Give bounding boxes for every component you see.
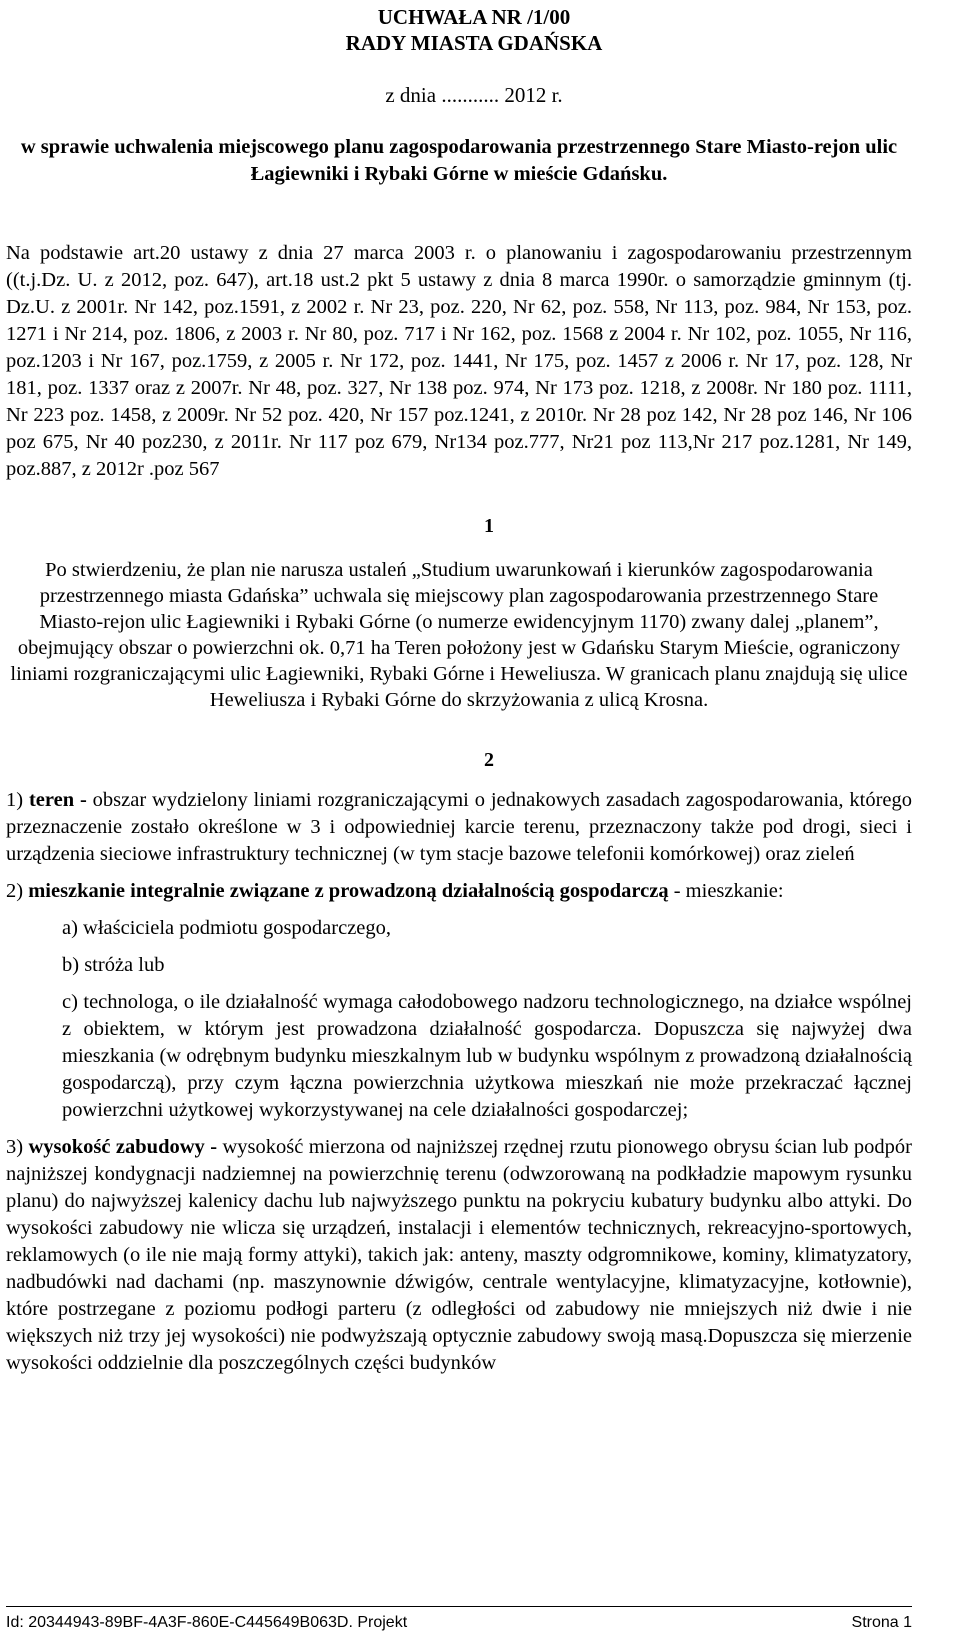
definition-3-text: wysokość mierzona od najniższej rzędnej rzutu pionowego obrysu ścian lub podpór najniższej kondygnacji nadziemnej na powierzchnię terenu (odwzorowaną na podkładzie mapowym rysunku planu) do najwyższej kalenicy dachu lub najwyższego punktu na pokryciu kubatury budynku albo attyki. Do wysokości zabudowy nie wlicza się urządzeń, instalacji i elementów technicznych, rekreacyjno-sportowych, reklamowych (o ile nie mają formy attyki), takich jak: anteny, maszty odgromnikowe, kominy, klimatyzatory, nadbudówki nad dachami (np. maszynownie dźwigów, centrale wentylacyjne, klimatyzacyjne, kotłownie), które postrzegane z poziomu podłogi parteru (z odległości od zabudowy nie mniejszych niż dwie i nie większych niż trzy jej wysokości) nie podwyższają optycznie zabudowy swoją masą.Dopuszcza się mierzenie wysokości oddzielnie dla poszczególnych części budynków [6, 1136, 912, 1374]
definition-2-text: - mieszkanie: [668, 880, 784, 902]
definition-3 [6, 1134, 912, 1377]
document-id: Id: 20344943-89BF-4A3F-860E-C445649B063D. Projekt [6, 1614, 408, 1631]
list-item: c) technologa, o ile działalność wymaga całodobowego nadzoru technologicznego, na działce wspólnej z obiektem, w którym jest prowadzona działalność gospodarcza. Dopuszcza się najwyżej dwa mieszkania (w odrębnym budynku mieszkalnym lub w budynku wspólnym z prowadzoną działalnością gospodarczą), przy czym łączna powierzchnia użytkowa mieszkań nie może przekraczać łącznej powierzchni użytkowej wykorzystywanej na cele działalności gospodarczej; [62, 991, 912, 1121]
definition-1 [6, 787, 912, 868]
list-item: a) właściciela podmiotu gospodarczego, [62, 917, 392, 939]
section-2-number: 2 [484, 749, 494, 771]
definition-1-term: teren - [28, 789, 87, 811]
title-line-council: RADY MIASTA GDAŃSKA [345, 31, 603, 55]
definition-1-prefix: 1) [6, 789, 29, 811]
definition-2-term: mieszkanie integralnie związane z prowadzoną działalnością gospodarczą [28, 880, 669, 902]
page-number: Strona 1 [851, 1614, 912, 1631]
section-2-heading [66, 747, 912, 773]
section-1-number: 1 [484, 515, 494, 537]
definition-2-sublist [62, 915, 912, 1124]
section-1-text: Po stwierdzeniu, że plan nie narusza ustaleń „Studium uwarunkowań i kierunków zagospodarowania przestrzennego miasta Gdańska” uchwala się miejscowy plan zagospodarowania przestrzennego Stare Miasto-rejon ulic Łagiewniki i Rybaki Górne (o numerze ewidencyjnym 1170) zwany dalej „planem”, obejmujący obszar o powierzchni ok. 0,71 ha Teren położony jest w Gdańsku Starym Mieście, ograniczony liniami rozgraniczającymi ulic Łagiewniki, Rybaki Górne i Heweliusza. W granicach planu znajdują się ulice Heweliusza i Rybaki Górne do skrzyżowania z ulicą Krosna. [10, 559, 908, 711]
legal-basis: Na podstawie art.20 ustawy z dnia 27 marca 2003 r. o planowaniu i zagospodarowaniu przestrzennym ((t.j.Dz. U. z 2012, poz. 647), art.18 ust.2 pkt 5 ustawy z dnia 8 marca 1990r. o samorządzie gminnym (tj. Dz.U. z 2001r. Nr 142, poz.1591, z 2002 r. Nr 23, poz. 220, Nr 62, poz. 558, Nr 113, poz. 984, Nr 153, poz. 1271 i Nr 214, poz. 1806, z 2003 r. Nr 80, poz. 717 i Nr 162, poz. 1568 z 2004 r. Nr 102, poz. 1055, Nr 116, poz.1203 i Nr 167, poz.1759, z 2005 r. Nr 172, poz. 1441, Nr 175, poz. 1457 z 2006 r. Nr 17, poz. 128, Nr 181, poz. 1337 oraz z 2007r. Nr 48, poz. 327, Nr 138 poz. 974, Nr 173 poz. 1218, z 2008r. Nr 180 poz. 1111, Nr 223 poz. 1458, z 2009r. Nr 52 poz. 420, Nr 157 poz.1241, z 2010r. Nr 28 poz 142, Nr 28 poz 146, Nr 106 poz 675, Nr 40 poz230, z 2011r. Nr 117 poz 679, Nr134 poz.777, Nr21 poz 113,Nr 217 poz.1281, Nr 149, poz.887, z 2012r .poz 567 [6, 242, 912, 480]
section-1-heading [66, 513, 912, 539]
title-line-number: UCHWAŁA NR /1/00 [377, 5, 571, 29]
resolution-title [36, 0, 912, 56]
definition-3-term: wysokość zabudowy - [28, 1136, 218, 1158]
definition-1-text: obszar wydzielony liniami rozgraniczającymi o jednakowych zasadach zagospodarowania, którego przeznaczenie zostało określone w 3 i odpowiedniej karcie terenu, przeznaczony także pod drogi, sieci i urządzenia sieciowe infrastruktury technicznej (w tym stacje bazowe telefonii komórkowej) oraz zieleń [6, 789, 913, 865]
resolution-subject: w sprawie uchwalenia miejscowego planu zagospodarowania przestrzennego Stare Miasto-rejon ulic Łagiewniki i Rybaki Górne w mieście Gdańsku. [20, 136, 898, 185]
definition-3-prefix: 3) [6, 1136, 29, 1158]
definition-2-prefix: 2) [6, 880, 29, 902]
document-page [6, 0, 912, 1646]
page-footer [6, 1606, 912, 1633]
definition-2 [6, 878, 912, 905]
list-item: b) stróża lub [62, 954, 165, 976]
resolution-date: z dnia ........... 2012 r. [385, 83, 563, 107]
